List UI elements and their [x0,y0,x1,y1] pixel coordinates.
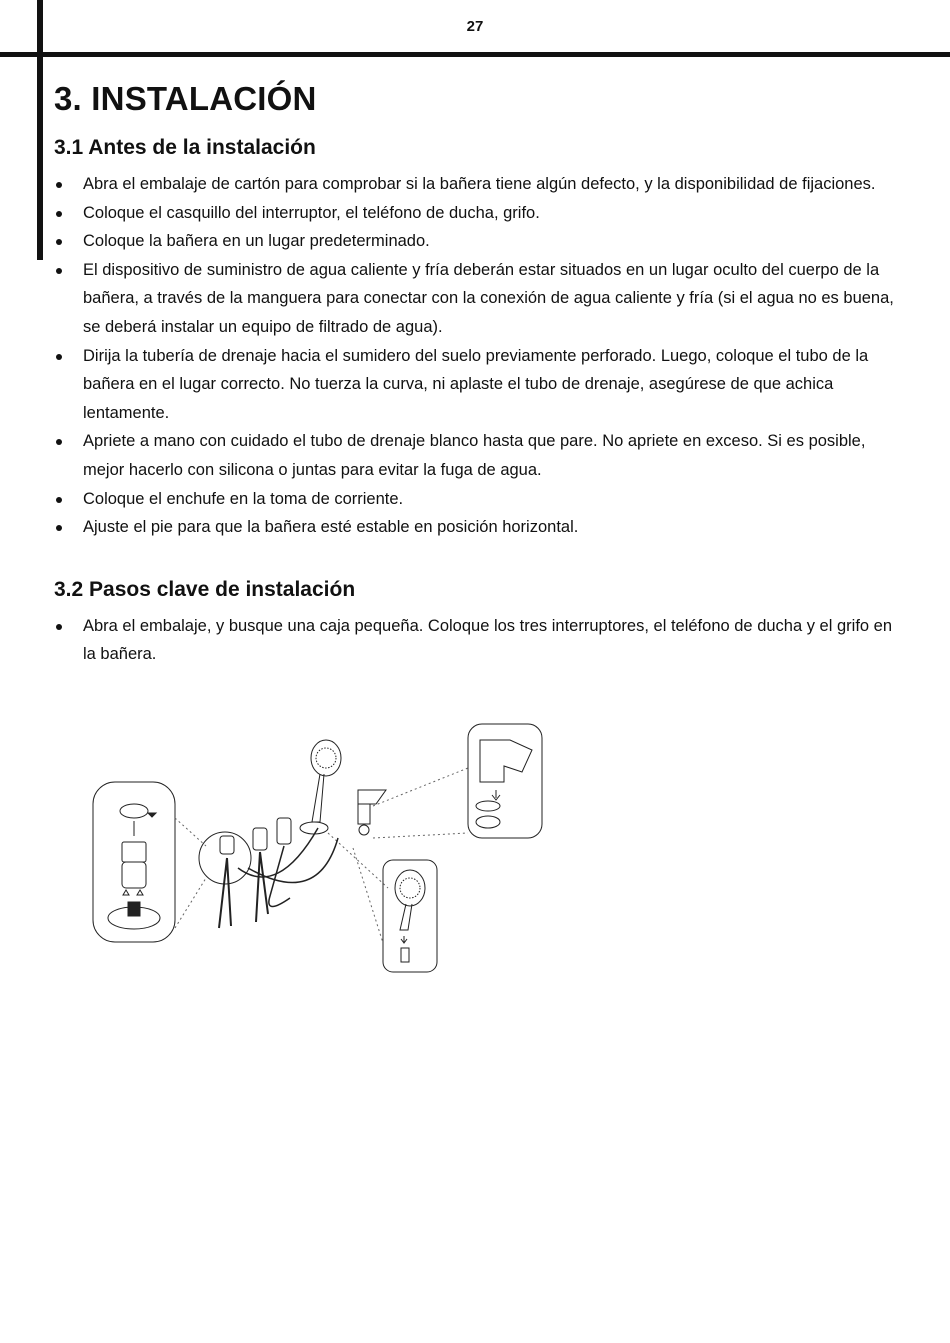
before-install-list [54,170,904,542]
list-item: Abra el embalaje de cartón para comprobar si la bañera tiene algún defecto, y la disponibilidad de fijaciones. [54,170,904,199]
list-item: Coloque el enchufe en la toma de corriente. [54,485,904,514]
list-item: Ajuste el pie para que la bañera esté estable en posición horizontal. [54,513,904,542]
installation-diagram-svg [88,718,558,978]
section-title: 3. INSTALACIÓN [54,80,317,117]
bullet-icon [56,239,62,245]
bullet-icon [56,211,62,217]
subsection-title-before-install: 3.1 Antes de la instalación [54,136,316,159]
list-item: Coloque el casquillo del interruptor, el teléfono de ducha, grifo. [54,199,904,228]
bullet-icon [56,497,62,503]
header-rule [0,52,950,57]
bullet-icon [56,624,62,630]
installation-diagram [88,718,558,978]
faucet-detail-frame [468,724,542,838]
key-steps-list [54,612,904,669]
document-body [54,80,904,669]
subsection-title-key-steps: 3.2 Pasos clave de instalación [54,577,356,601]
bullet-icon [56,439,62,445]
list-item: Dirija la tubería de drenaje hacia el sumidero del suelo previamente perforado. Luego, coloque el tubo de la bañera en el lugar correcto. No tuerza la curva, ni aplaste el tubo de drenaje, asegúrese de que achica lentamente. [54,342,904,428]
bullet-icon [56,354,62,360]
bullet-icon [56,182,62,188]
bullet-icon [56,268,62,274]
bullet-icon [56,525,62,531]
page-number: 27 [466,18,484,35]
list-item: Coloque la bañera en un lugar predeterminado. [54,227,904,256]
list-item: El dispositivo de suministro de agua caliente y fría deberán estar situados en un lugar oculto del cuerpo de la bañera, a través de la manguera para conectar con la conexión de agua caliente y fría (si el agua no es buena, se deberá instalar un equipo de filtrado de agua). [54,256,904,342]
margin-vertical-rule [37,0,43,260]
list-item: Abra el embalaje, y busque una caja pequeña. Coloque los tres interruptores, el teléfono de ducha y el grifo en la bañera. [54,612,904,669]
list-item: Apriete a mano con cuidado el tubo de drenaje blanco hasta que pare. No apriete en exceso. Si es posible, mejor hacerlo con silicona o juntas para evitar la fuga de agua. [54,427,904,484]
